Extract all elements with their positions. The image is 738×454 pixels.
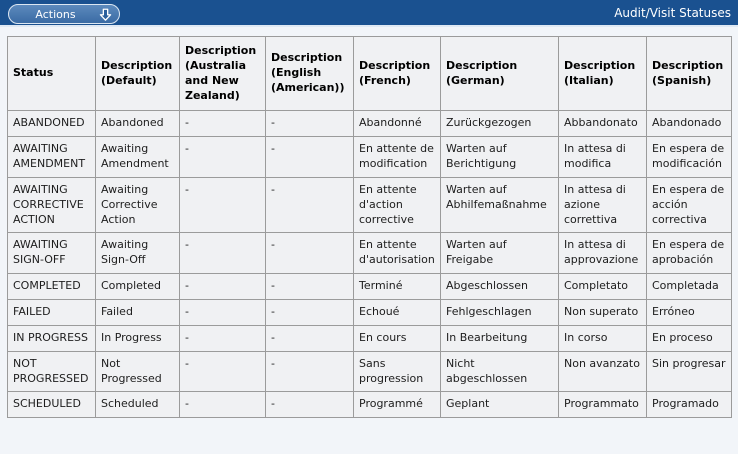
- table-row: [8, 274, 732, 300]
- status-cell: FAILED: [8, 299, 96, 325]
- column-header: Description (English (American)): [266, 37, 354, 111]
- column-header: Description (Spanish): [647, 37, 732, 111]
- table-row: [8, 177, 732, 233]
- description-cell: In attesa di approvazione: [559, 233, 647, 274]
- description-cell: -: [266, 299, 354, 325]
- description-cell: Awaiting Sign-Off: [96, 233, 180, 274]
- status-cell: COMPLETED: [8, 274, 96, 300]
- description-cell: Scheduled: [96, 392, 180, 418]
- description-cell: En cours: [354, 325, 441, 351]
- description-cell: -: [180, 325, 266, 351]
- description-cell: Programmato: [559, 392, 647, 418]
- column-header: Description (Australia and New Zealand): [180, 37, 266, 111]
- actions-button[interactable]: [8, 4, 120, 24]
- column-header: Description (French): [354, 37, 441, 111]
- description-cell: -: [180, 233, 266, 274]
- description-cell: En attente d'autorisation: [354, 233, 441, 274]
- table-row: [8, 137, 732, 178]
- description-cell: Terminé: [354, 274, 441, 300]
- description-cell: -: [180, 299, 266, 325]
- description-cell: En attente de modification: [354, 137, 441, 178]
- page-title: Audit/Visit Statuses: [614, 5, 731, 20]
- description-cell: En espera de acción correctiva: [647, 177, 732, 233]
- description-cell: Abandonné: [354, 111, 441, 137]
- description-cell: In attesa di azione correttiva: [559, 177, 647, 233]
- column-header: Description (German): [441, 37, 559, 111]
- status-cell: AWAITING CORRECTIVE ACTION: [8, 177, 96, 233]
- description-cell: Completato: [559, 274, 647, 300]
- status-cell: SCHEDULED: [8, 392, 96, 418]
- description-cell: -: [266, 325, 354, 351]
- down-arrow-icon: [98, 7, 113, 22]
- description-cell: Abandoned: [96, 111, 180, 137]
- table-row: [8, 351, 732, 392]
- description-cell: Sans progression: [354, 351, 441, 392]
- description-cell: -: [266, 177, 354, 233]
- description-cell: -: [266, 111, 354, 137]
- description-cell: Geplant: [441, 392, 559, 418]
- column-header: Description (Default): [96, 37, 180, 111]
- column-header: Description (Italian): [559, 37, 647, 111]
- description-cell: Fehlgeschlagen: [441, 299, 559, 325]
- description-cell: Warten auf Abhilfemaßnahme: [441, 177, 559, 233]
- description-cell: -: [266, 233, 354, 274]
- description-cell: -: [180, 351, 266, 392]
- description-cell: Completada: [647, 274, 732, 300]
- description-cell: Erróneo: [647, 299, 732, 325]
- description-cell: -: [180, 392, 266, 418]
- description-cell: In attesa di modifica: [559, 137, 647, 178]
- description-cell: -: [266, 351, 354, 392]
- description-cell: -: [180, 274, 266, 300]
- description-cell: -: [266, 392, 354, 418]
- description-cell: Non avanzato: [559, 351, 647, 392]
- description-cell: Echoué: [354, 299, 441, 325]
- top-header-bar: [0, 0, 738, 27]
- table-row: [8, 111, 732, 137]
- description-cell: Completed: [96, 274, 180, 300]
- status-cell: ABANDONED: [8, 111, 96, 137]
- table-row: [8, 299, 732, 325]
- description-cell: En proceso: [647, 325, 732, 351]
- description-cell: Programado: [647, 392, 732, 418]
- description-cell: Programmé: [354, 392, 441, 418]
- header-row: [8, 37, 732, 111]
- status-cell: IN PROGRESS: [8, 325, 96, 351]
- status-cell: AWAITING AMENDMENT: [8, 137, 96, 178]
- description-cell: In Progress: [96, 325, 180, 351]
- description-cell: Awaiting Amendment: [96, 137, 180, 178]
- description-cell: Abgeschlossen: [441, 274, 559, 300]
- description-cell: Abbandonato: [559, 111, 647, 137]
- description-cell: Non superato: [559, 299, 647, 325]
- description-cell: Abandonado: [647, 111, 732, 137]
- description-cell: Zurückgezogen: [441, 111, 559, 137]
- description-cell: Warten auf Berichtigung: [441, 137, 559, 178]
- content-area: [0, 27, 738, 418]
- column-header: Status: [8, 37, 96, 111]
- description-cell: In Bearbeitung: [441, 325, 559, 351]
- description-cell: -: [266, 274, 354, 300]
- description-cell: -: [266, 137, 354, 178]
- description-cell: Awaiting Corrective Action: [96, 177, 180, 233]
- description-cell: Sin progresar: [647, 351, 732, 392]
- description-cell: Not Progressed: [96, 351, 180, 392]
- description-cell: Warten auf Freigabe: [441, 233, 559, 274]
- table-row: [8, 392, 732, 418]
- description-cell: En espera de modificación: [647, 137, 732, 178]
- description-cell: Nicht abgeschlossen: [441, 351, 559, 392]
- description-cell: En espera de aprobación: [647, 233, 732, 274]
- description-cell: In corso: [559, 325, 647, 351]
- status-cell: NOT PROGRESSED: [8, 351, 96, 392]
- table-row: [8, 233, 732, 274]
- description-cell: Failed: [96, 299, 180, 325]
- table-row: [8, 325, 732, 351]
- status-cell: AWAITING SIGN-OFF: [8, 233, 96, 274]
- statuses-table: [7, 36, 732, 418]
- description-cell: -: [180, 137, 266, 178]
- description-cell: -: [180, 177, 266, 233]
- actions-button-label: Actions: [35, 7, 76, 21]
- description-cell: En attente d'action corrective: [354, 177, 441, 233]
- table-body: [8, 111, 732, 418]
- description-cell: -: [180, 111, 266, 137]
